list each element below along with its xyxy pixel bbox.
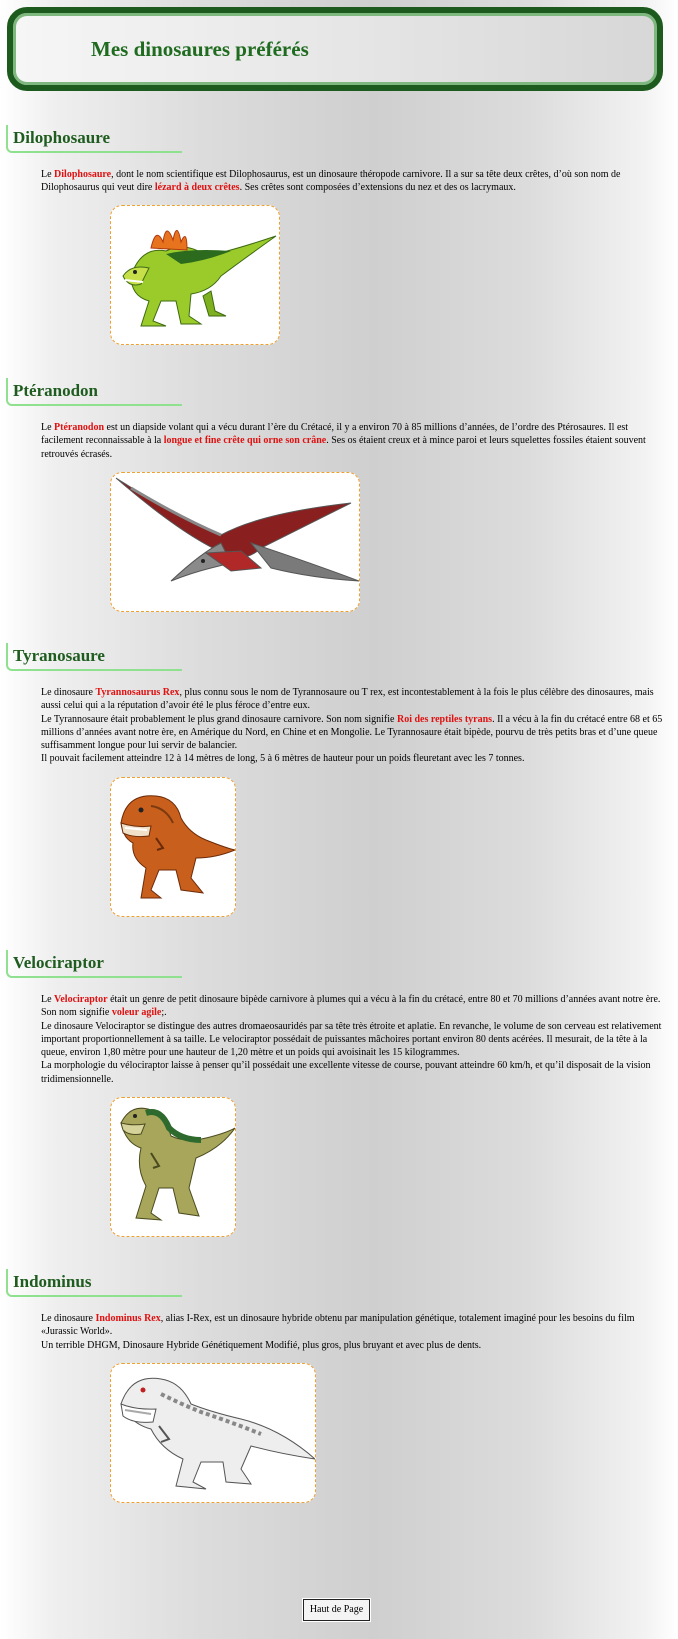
text-run: , plus connu sous le nom de Tyrannosaure ou T rex, est incontestablement à la fois le plus célèbre des dinosaures, mais aussi celui qui a la réputation d’avoir été le plus féroce d’entre eux. xyxy=(41,687,654,712)
section-text xyxy=(41,421,671,461)
text-run: , alias I-Rex, est un dinosaure hybride obtenu par manipulation génétique, totalement imaginé pour les besoins du film «Jurassic World». xyxy=(41,1313,635,1338)
highlight-text: longue et fine crête qui orne son crâne xyxy=(163,435,327,447)
text-run: La morphologie du vélociraptor laisse à penser qu’il possédait une excellente vitesse de course, pouvant atteindre 60 km/h, et qu’il disposait de la vision tridimensionnelle. xyxy=(41,1060,651,1085)
highlight-text: Ptéranodon xyxy=(54,422,105,433)
section-title: Ptéranodon xyxy=(6,378,182,406)
section-text xyxy=(41,993,671,1086)
back-to-top-button[interactable]: Haut de Page xyxy=(303,1599,370,1621)
paragraph xyxy=(41,713,671,753)
text-run: . Ses crêtes sont composées d’extensions du nez et des os lacrymaux. xyxy=(239,182,516,194)
page-header xyxy=(7,7,663,91)
indominus-icon xyxy=(111,1364,315,1502)
section-title: Tyranosaure xyxy=(6,643,182,671)
pteranodon-figure xyxy=(110,472,360,612)
text-run: Le Tyrannosaure était probablement le plus grand dinosaure carnivore. Son nom signifie xyxy=(41,713,397,725)
paragraph xyxy=(41,1059,671,1086)
highlight-text: Tyrannosaurus Rex xyxy=(95,687,180,698)
section-title: Indominus xyxy=(6,1269,182,1297)
paragraph xyxy=(41,421,671,461)
section-title: Dilophosaure xyxy=(6,125,182,153)
section-text xyxy=(41,1312,671,1352)
highlight-text: lézard à deux crêtes xyxy=(154,182,240,194)
dilophosaurus-figure xyxy=(110,205,280,345)
text-run: Le dinosaure xyxy=(41,1313,96,1324)
paragraph xyxy=(41,686,671,713)
text-run: était un genre de petit dinosaure bipède carnivore à plumes qui a vécu à la fin du crétacé, entre 80 et 70 millions d’années avant notre ère. Son nom signifie xyxy=(41,994,661,1019)
text-run: Le xyxy=(41,422,55,433)
text-run: Le xyxy=(41,169,55,180)
text-run: Le dinosaure xyxy=(41,687,96,698)
highlight-text: Velociraptor xyxy=(54,994,108,1005)
velociraptor-icon xyxy=(111,1098,235,1236)
text-run: . Il a vécu à la fin du crétacé entre 68 et 65 millions d’années avant notre ère, en Amérique du Nord, en Chine et en Mongolie. Le Tyrannosaure était bipède, pourvu de très petits bras et d’une queue suffisamment longue pour lui servir de balancier. xyxy=(41,713,663,752)
paragraph xyxy=(41,993,671,1020)
text-run: Le xyxy=(41,994,55,1005)
text-run: est un diapside volant qui a vécu durant l’ère du Crétacé, il y a environ 70 à 85 millions d’années, de l’ordre des Ptérosaures. Il est facilement reconnaissable à la xyxy=(41,422,629,447)
text-run: Le dinosaure Velociraptor se distingue des autres dromaeosauridés par sa tête très étroite et aplatie. En revanche, le volume de son cerveau est relativement important proportionnellement à sa taille. Le velociraptor possédait de puissantes mâchoires portant environ 80 dents acérées. Il mesurait, de la tête à la queue, environ 1,80 mètre pour une hauteur de 1,20 mètre et un poids qui avoisinait les 15 kilogrammes. xyxy=(41,1020,662,1059)
text-run: Un terrible DHGM, Dinosaure Hybride Génétiquement Modifié, plus gros, plus bruyant et avec plus de dents. xyxy=(41,1339,482,1351)
indominus-figure xyxy=(110,1363,316,1503)
paragraph xyxy=(41,752,671,765)
trex-figure xyxy=(110,777,236,917)
text-run: ;. xyxy=(161,1007,167,1019)
text-run: . Ses os étaient creux et à mince paroi et leurs squelettes fossiles étaient souvent retrouvés écrasés. xyxy=(41,435,646,460)
section-text xyxy=(41,686,671,766)
paragraph xyxy=(41,168,671,195)
velociraptor-figure xyxy=(110,1097,236,1237)
paragraph xyxy=(41,1339,671,1352)
highlight-text: Dilophosaure xyxy=(54,169,112,180)
pteranodon-icon xyxy=(111,473,359,611)
paragraph xyxy=(41,1312,671,1339)
text-run: , dont le nom scientifique est Dilophosaurus, est un dinosaure théropode carnivore. Il a sur sa tête deux crêtes, d’où son nom de Dilophosaurus qui veut dire xyxy=(41,169,621,194)
section-text xyxy=(41,168,671,195)
highlight-text: voleur agile xyxy=(111,1007,162,1019)
paragraph xyxy=(41,1020,671,1060)
highlight-text: Roi des reptiles tyrans xyxy=(396,713,493,725)
dilophosaurus-icon xyxy=(111,206,279,344)
section-title: Velociraptor xyxy=(6,950,182,978)
text-run: Il pouvait facilement atteindre 12 à 14 mètres de long, 5 à 6 mètres de hauteur pour un poids fleuretant avec les 7 tonnes. xyxy=(41,753,525,765)
highlight-text: Indominus Rex xyxy=(95,1313,161,1324)
page-title: Mes dinosaures préférés xyxy=(91,37,309,61)
trex-icon xyxy=(111,778,235,916)
